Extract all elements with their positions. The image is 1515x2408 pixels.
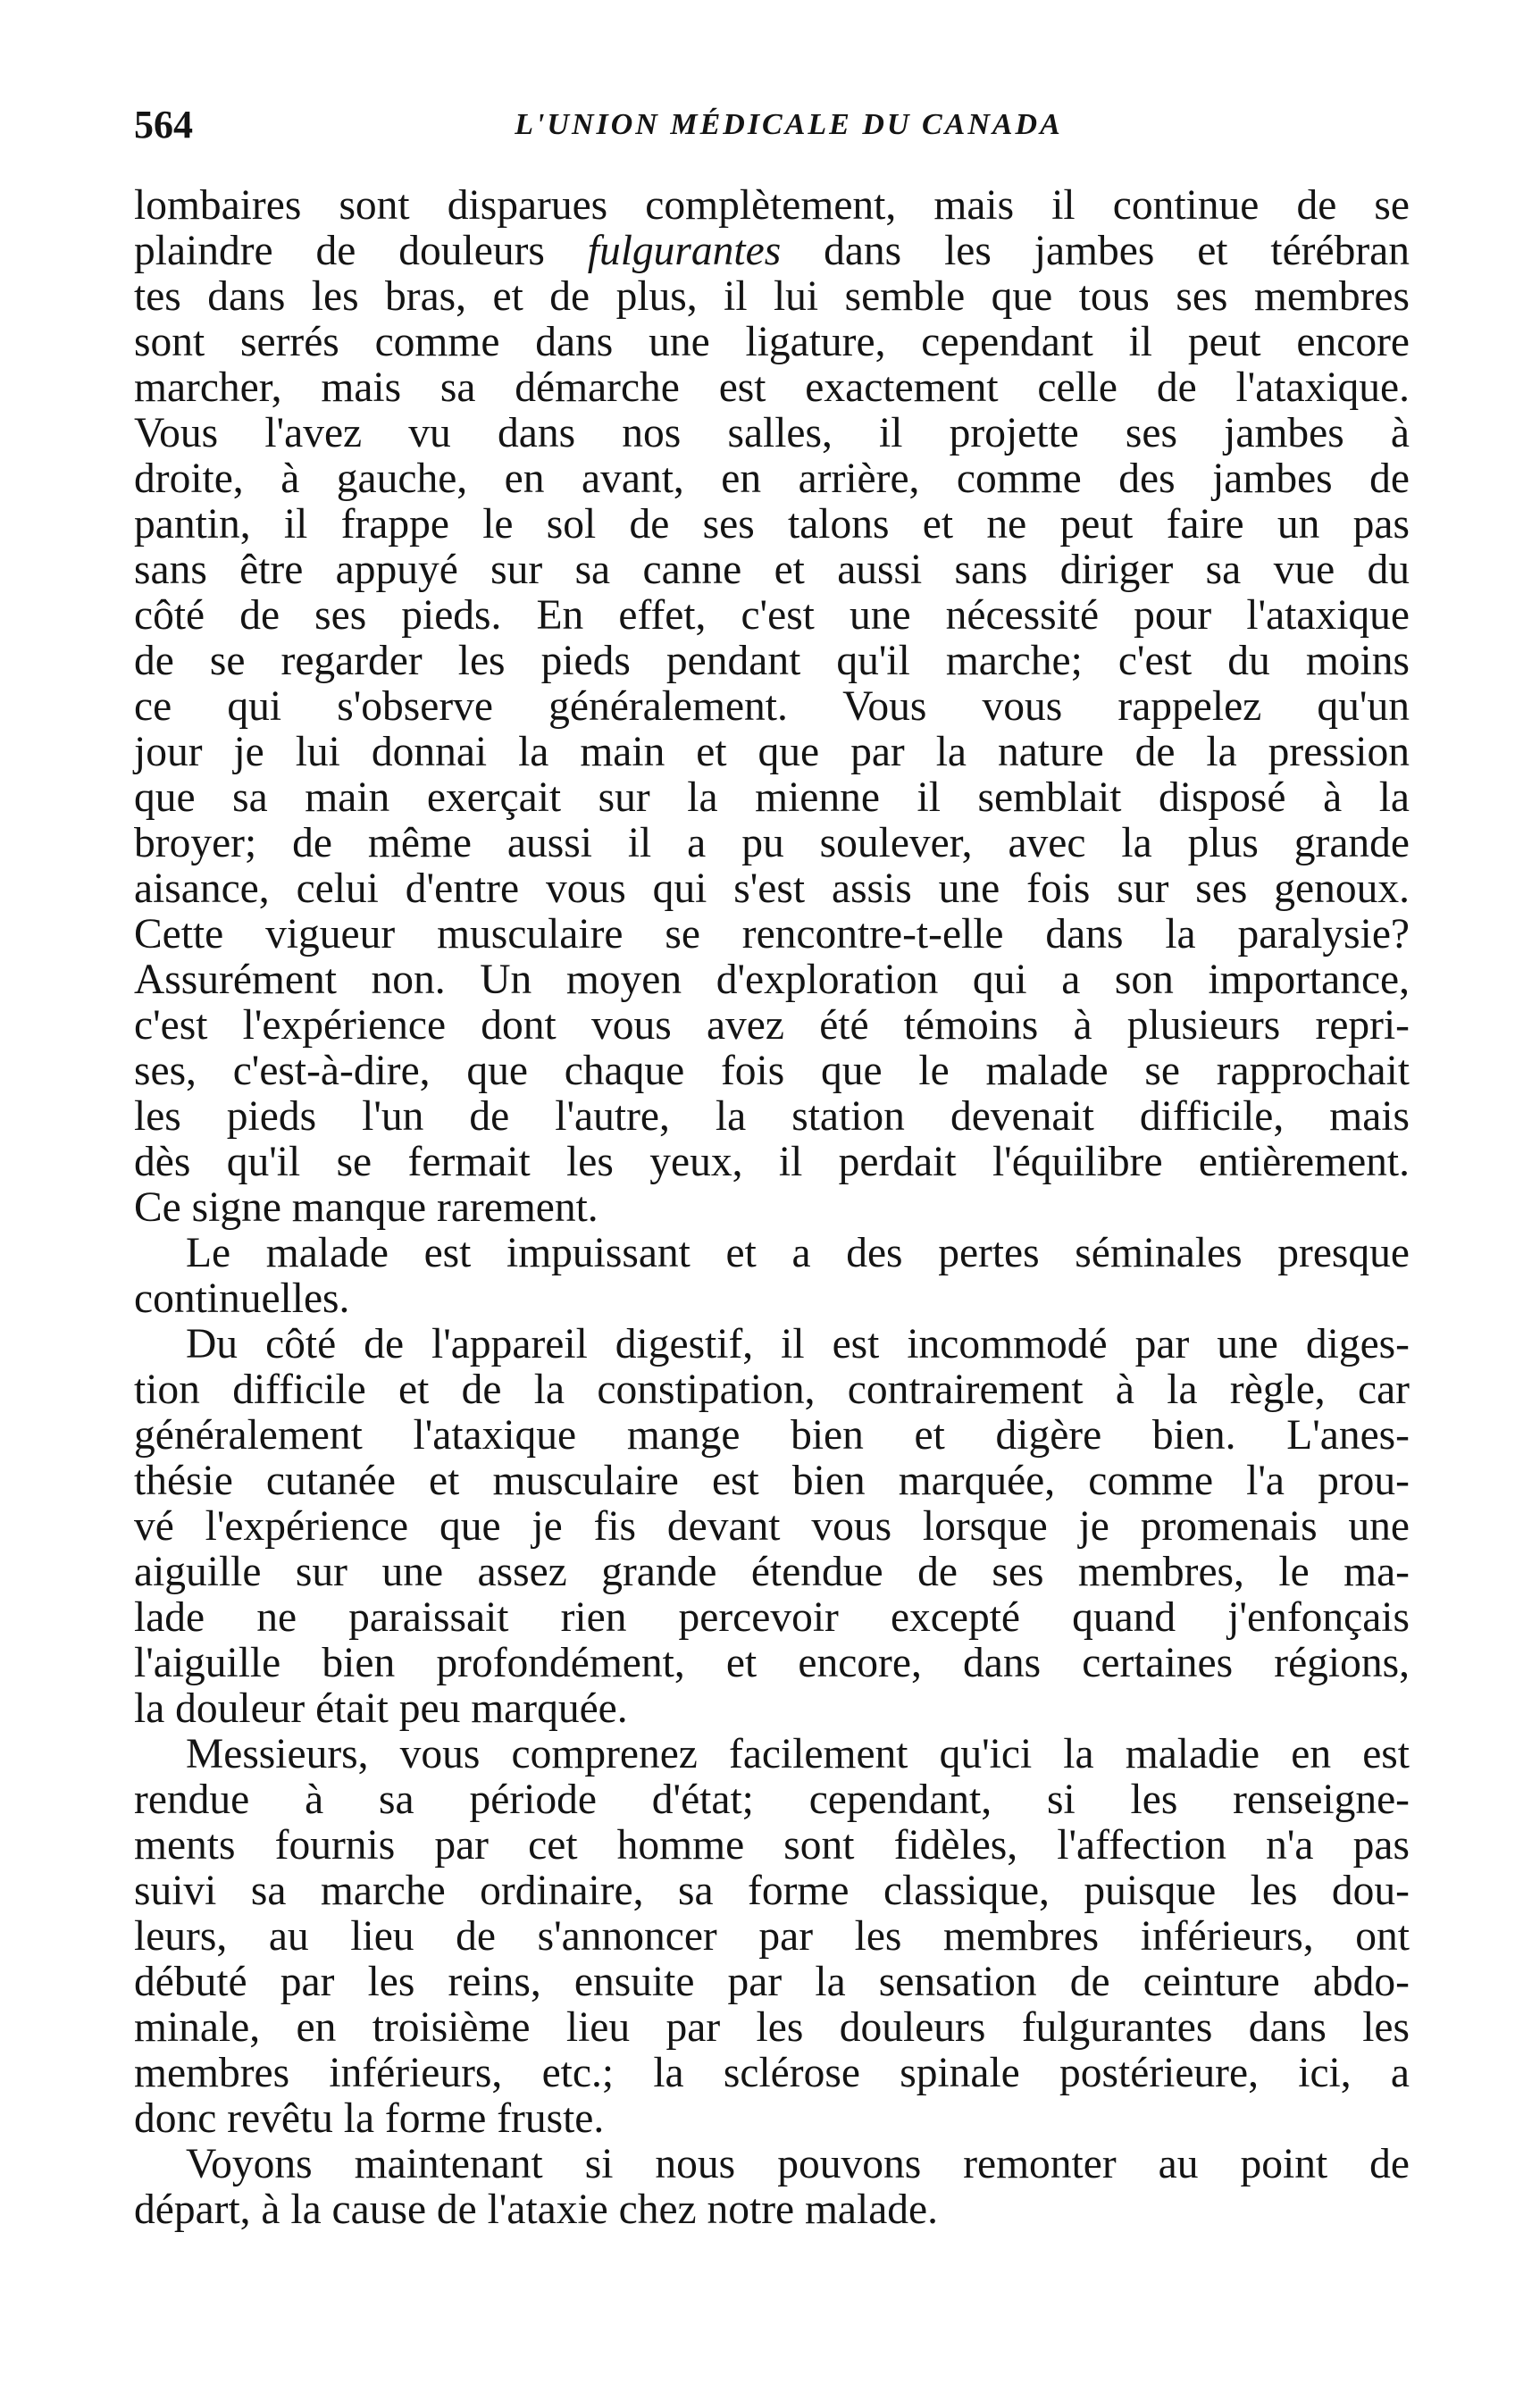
text-line: de se regarder les pieds pendant qu'il marche; c'est du moins [134,638,1410,684]
text-line: vé l'expérience que je fis devant vous lorsque je promenais une [134,1503,1410,1550]
paragraph-start-line: Le malade est impuissant et a des pertes séminales presque [186,1230,1410,1276]
text-line: minale, en troisième lieu par les douleurs fulgurantes dans les [134,2004,1410,2051]
paragraph-end-line: Ce signe manque rarement. [134,1184,598,1231]
text-line: sont serrés comme dans une ligature, cependant il peut encore [134,319,1410,365]
text-line: jour je lui donnai la main et que par la nature de la pression [134,729,1410,775]
page-header [134,98,1408,152]
text-line: broyer; de même aussi il a pu soulever, avec la plus grande [134,820,1410,866]
text-line: pantin, il frappe le sol de ses talons et ne peut faire un pas [134,501,1410,548]
text-line-with-italic [134,229,1410,274]
text-line: suivi sa marche ordinaire, sa forme classique, puisque les dou- [134,1868,1410,1914]
text-line: côté de ses pieds. En effet, c'est une nécessité pour l'ataxique [134,592,1410,639]
paragraph-end-line: continuelles. [134,1275,350,1322]
text-line: tes dans les bras, et de plus, il lui semble que tous ses membres [134,273,1410,320]
text-line: rendue à sa période d'état; cependant, si les renseigne- [134,1777,1410,1823]
italic-word: fulgurantes [587,228,782,274]
text-fragment: dans les jambes et térébran [781,228,1410,274]
text-line: lombaires sont disparues complètement, mais il continue de se [134,182,1410,229]
text-line: marcher, mais sa démarche est exactement celle de l'ataxique. [134,364,1410,411]
paragraph-start-line: Voyons maintenant si nous pouvons remonter au point de [186,2141,1410,2187]
running-head: L'UNION MÉDICALE DU CANADA [515,108,1063,141]
text-line: aiguille sur une assez grande étendue de ses membres, le ma- [134,1549,1410,1595]
paragraph-end-line: départ, à la cause de l'ataxie chez notre malade. [134,2186,938,2233]
text-line: généralement l'ataxique mange bien et digère bien. L'anes- [134,1412,1410,1459]
text-line: droite, à gauche, en avant, en arrière, comme des jambes de [134,456,1410,502]
text-line: lade ne paraissait rien percevoir excepté quand j'enfonçais [134,1594,1410,1641]
text-line: que sa main exerçait sur la mienne il semblait disposé à la [134,774,1410,821]
text-line: Vous l'avez vu dans nos salles, il projette ses jambes à [134,410,1410,456]
text-line: aisance, celui d'entre vous qui s'est assis une fois sur ses genoux. [134,865,1410,912]
text-line: ments fournis par cet homme sont fidèles, l'affection n'a pas [134,1822,1410,1869]
text-line: l'aiguille bien profondément, et encore, dans certaines régions, [134,1640,1410,1686]
paragraph-start-line: Du côté de l'appareil digestif, il est incommodé par une diges- [186,1321,1410,1367]
paragraph-end-line: donc revêtu la forme fruste. [134,2095,605,2142]
text-line: Assurément non. Un moyen d'exploration qui a son importance, [134,957,1410,1003]
body-text [134,183,1410,2233]
text-line: ce qui s'observe généralement. Vous vous rappelez qu'un [134,683,1410,730]
text-line: c'est l'expérience dont vous avez été témoins à plusieurs repri- [134,1002,1410,1049]
text-line: les pieds l'un de l'autre, la station devenait difficile, mais [134,1093,1410,1140]
text-line: tion difficile et de la constipation, contrairement à la règle, car [134,1367,1410,1413]
text-line: débuté par les reins, ensuite par la sensation de ceinture abdo- [134,1959,1410,2005]
text-line: ses, c'est-à-dire, que chaque fois que le malade se rapprochait [134,1048,1410,1094]
page-number: 564 [134,103,193,146]
text-line: dès qu'il se fermait les yeux, il perdait l'équilibre entièrement. [134,1139,1410,1185]
text-line: membres inférieurs, etc.; la sclérose spinale postérieure, ici, a [134,2050,1410,2096]
text-line: thésie cutanée et musculaire est bien marquée, comme l'a prou- [134,1458,1410,1504]
text-fragment: plaindre de douleurs [134,228,588,274]
text-line: leurs, au lieu de s'annoncer par les membres inférieurs, ont [134,1913,1410,1960]
paragraph-end-line: la douleur était peu marquée. [134,1685,628,1732]
text-line: sans être appuyé sur sa canne et aussi sans diriger sa vue du [134,547,1410,593]
text-line: Cette vigueur musculaire se rencontre-t-elle dans la paralysie? [134,911,1410,957]
paragraph-start-line: Messieurs, vous comprenez facilement qu'ici la maladie en est [186,1731,1410,1777]
